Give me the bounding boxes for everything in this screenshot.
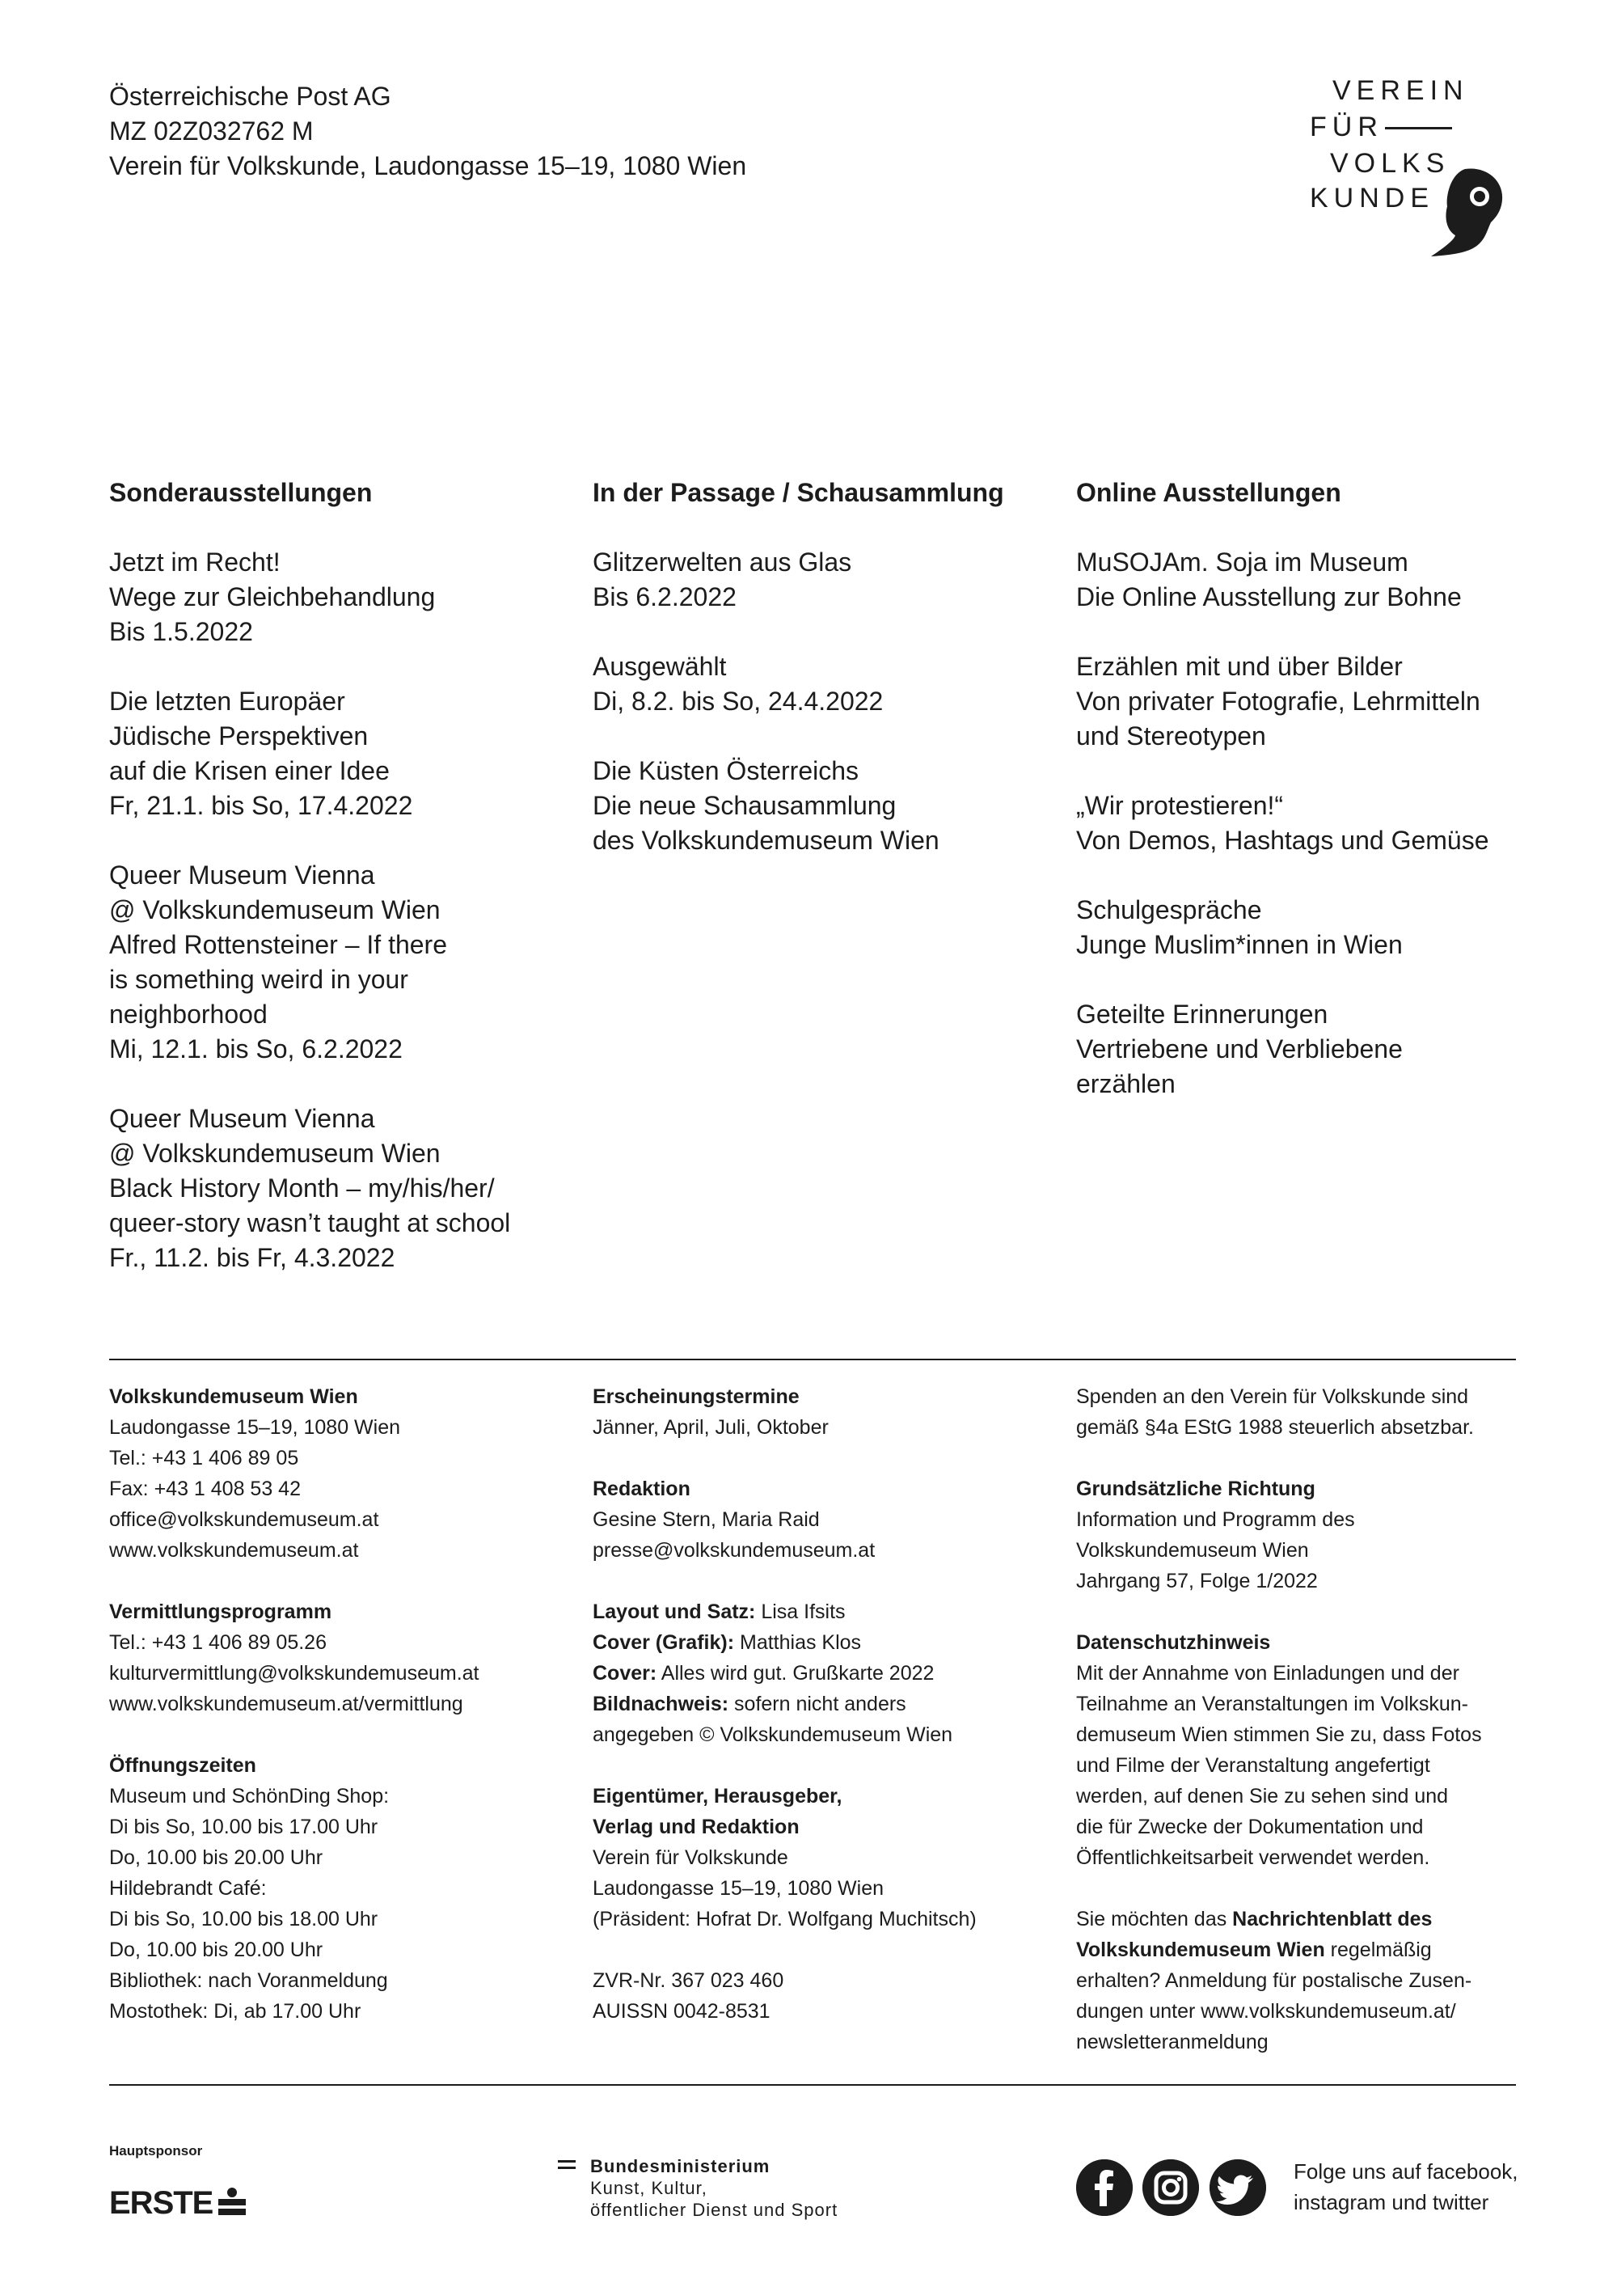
column-heading: Sonderausstellungen bbox=[109, 478, 373, 507]
exhibition-entry bbox=[1076, 649, 1529, 754]
entry-line: Glitzerwelten aus Glas bbox=[593, 548, 852, 577]
info-title: Erscheinungstermine bbox=[593, 1385, 800, 1408]
exhibition-entry bbox=[109, 1101, 562, 1275]
info-line: Di bis So, 10.00 bis 18.00 Uhr bbox=[109, 1908, 378, 1930]
info-bold: Nachrichtenblatt des bbox=[1232, 1908, 1433, 1930]
info-line: gemäß §4a EStG 1988 steuerlich absetzbar. bbox=[1076, 1416, 1474, 1439]
website-link[interactable]: www.volkskundemuseum.at bbox=[109, 1539, 359, 1562]
entry-line: Bis 6.2.2022 bbox=[593, 582, 737, 611]
ministry-line: Kunst, Kultur, bbox=[590, 2178, 707, 2198]
twitter-icon[interactable] bbox=[1210, 2159, 1266, 2216]
email-link[interactable]: presse@volkskundemuseum.at bbox=[593, 1539, 876, 1562]
logo-dash bbox=[1385, 127, 1452, 129]
entry-line: is something weird in your bbox=[109, 965, 408, 994]
entry-line: @ Volkskundemuseum Wien bbox=[109, 895, 441, 924]
entry-line: Queer Museum Vienna bbox=[109, 860, 375, 890]
entry-line: „Wir protestieren!“ bbox=[1076, 791, 1284, 820]
info-line: Verein für Volkskunde bbox=[593, 1846, 788, 1869]
entry-line: Jetzt im Recht! bbox=[109, 548, 281, 577]
passage-column bbox=[593, 476, 1045, 893]
info-group bbox=[1076, 1381, 1529, 1443]
exhibition-entry bbox=[109, 545, 562, 649]
entry-line: Die neue Schausammlung bbox=[593, 791, 897, 820]
info-group bbox=[593, 1965, 1045, 2027]
info-group bbox=[109, 1750, 562, 2027]
info-line: Volkskundemuseum Wien bbox=[1076, 1539, 1309, 1562]
exhibition-entry bbox=[593, 545, 1045, 615]
entry-line: Von Demos, Hashtags und Gemüse bbox=[1076, 826, 1489, 855]
head-silhouette-icon bbox=[1423, 166, 1512, 259]
info-value: Matthias Klos bbox=[740, 1631, 862, 1654]
sender-address bbox=[109, 79, 746, 184]
info-group bbox=[593, 1596, 1045, 1750]
info-value: sofern nicht anders bbox=[734, 1693, 906, 1715]
logo-line: VOLKS bbox=[1330, 148, 1450, 179]
info-line: Öffentlichkeitsarbeit verwendet werden. bbox=[1076, 1846, 1430, 1869]
info-line: angegeben © Volkskundemuseum Wien bbox=[593, 1723, 953, 1746]
follow-line: Folge uns auf facebook, bbox=[1294, 2159, 1518, 2184]
info-line: Fax: +43 1 408 53 42 bbox=[109, 1478, 301, 1500]
info-line: (Präsident: Hofrat Dr. Wolfgang Muchitsch) bbox=[593, 1908, 977, 1930]
exhibition-entry bbox=[1076, 545, 1529, 615]
info-group bbox=[1076, 1627, 1529, 1873]
entry-line: auf die Krisen einer Idee bbox=[109, 756, 390, 785]
ministry-name: Bundesministerium bbox=[590, 2156, 771, 2176]
newsletter-group bbox=[1076, 1904, 1529, 2057]
info-group bbox=[593, 1474, 1045, 1566]
address-line: MZ 02Z032762 M bbox=[109, 116, 314, 146]
info-line: Teilnahme an Veranstaltungen im Volkskun- bbox=[1076, 1693, 1469, 1715]
entry-line: und Stereotypen bbox=[1076, 721, 1266, 751]
entry-line: Ausgewählt bbox=[593, 652, 727, 681]
info-title: Volkskundemuseum Wien bbox=[109, 1385, 358, 1408]
entry-line: Fr, 21.1. bis So, 17.4.2022 bbox=[109, 791, 413, 820]
entry-line: MuSOJAm. Soja im Museum bbox=[1076, 548, 1408, 577]
info-line: Do, 10.00 bis 20.00 Uhr bbox=[109, 1846, 323, 1869]
ministry-line: öffentlicher Dienst und Sport bbox=[590, 2200, 838, 2220]
entry-line: Geteilte Erinnerungen bbox=[1076, 1000, 1328, 1029]
email-link[interactable]: kulturvermittlung@volkskundemuseum.at bbox=[109, 1662, 479, 1685]
info-group bbox=[1076, 1474, 1529, 1596]
info-line: Jahrgang 57, Folge 1/2022 bbox=[1076, 1570, 1318, 1592]
newsletter-link[interactable]: newsletteranmeldung bbox=[1076, 2031, 1269, 2053]
info-title: Redaktion bbox=[593, 1478, 690, 1500]
entry-line: neighborhood bbox=[109, 1000, 268, 1029]
info-line: demuseum Wien stimmen Sie zu, dass Fotos bbox=[1076, 1723, 1482, 1746]
info-line: Di bis So, 10.00 bis 17.00 Uhr bbox=[109, 1816, 378, 1838]
entry-line: Junge Muslim*innen in Wien bbox=[1076, 930, 1403, 959]
info-text: regelmäßig bbox=[1324, 1939, 1432, 1961]
logo-line: VEREIN bbox=[1332, 75, 1469, 106]
info-label: Bildnachweis: bbox=[593, 1693, 729, 1715]
entry-line: Black History Month – my/his/her/ bbox=[109, 1173, 495, 1203]
divider bbox=[109, 2084, 1516, 2086]
sponsor-label: Hauptsponsor bbox=[109, 2143, 203, 2159]
info-label: Cover: bbox=[593, 1662, 657, 1685]
ministry-logo bbox=[558, 2155, 838, 2221]
entry-line: Queer Museum Vienna bbox=[109, 1104, 375, 1133]
verein-logo bbox=[1302, 73, 1520, 259]
info-text: Sie möchten das bbox=[1076, 1908, 1233, 1930]
entry-line: Di, 8.2. bis So, 24.4.2022 bbox=[593, 687, 884, 716]
online-column bbox=[1076, 476, 1529, 1136]
instagram-icon[interactable] bbox=[1142, 2159, 1199, 2216]
divider bbox=[109, 1359, 1516, 1360]
entry-line: Erzählen mit und über Bilder bbox=[1076, 652, 1403, 681]
info-bold: Volkskundemuseum Wien bbox=[1076, 1939, 1325, 1961]
entry-line: Schulgespräche bbox=[1076, 895, 1262, 924]
entry-line: Jüdische Perspektiven bbox=[109, 721, 369, 751]
info-group bbox=[593, 1381, 1045, 1443]
info-line: Gesine Stern, Maria Raid bbox=[593, 1508, 820, 1531]
info-group bbox=[109, 1381, 562, 1566]
exhibition-entry bbox=[593, 754, 1045, 858]
info-line: Laudongasse 15–19, 1080 Wien bbox=[109, 1416, 401, 1439]
publication-info-column bbox=[593, 1381, 1045, 2057]
entry-line: Mi, 12.1. bis So, 6.2.2022 bbox=[109, 1034, 403, 1063]
info-label: Layout und Satz: bbox=[593, 1600, 756, 1623]
follow-us-text bbox=[1294, 2156, 1518, 2218]
info-value: Lisa Ifsits bbox=[761, 1600, 846, 1623]
exhibition-entry bbox=[593, 649, 1045, 719]
info-line: und Filme der Veranstaltung angefertigt bbox=[1076, 1754, 1430, 1777]
entry-line: Vertriebene und Verbliebene bbox=[1076, 1034, 1403, 1063]
sonderausstellungen-column bbox=[109, 476, 562, 1310]
logo-line: FÜR bbox=[1310, 112, 1383, 142]
info-line: Laudongasse 15–19, 1080 Wien bbox=[593, 1877, 884, 1900]
info-group bbox=[593, 1781, 1045, 1934]
address-line: Österreichische Post AG bbox=[109, 82, 391, 111]
info-title: Eigentümer, Herausgeber, bbox=[593, 1785, 842, 1808]
info-line: Spenden an den Verein für Volkskunde sind bbox=[1076, 1385, 1469, 1408]
entry-line: @ Volkskundemuseum Wien bbox=[109, 1139, 441, 1168]
logo-line: KUNDE bbox=[1310, 183, 1435, 214]
info-line: werden, auf denen Sie zu sehen sind und bbox=[1076, 1785, 1449, 1808]
entry-line: queer-story wasn’t taught at school bbox=[109, 1208, 511, 1237]
exhibition-entry bbox=[1076, 789, 1529, 858]
column-heading: Online Ausstellungen bbox=[1076, 478, 1341, 507]
column-heading: In der Passage / Schausammlung bbox=[593, 478, 1004, 507]
info-title: Verlag und Redaktion bbox=[593, 1816, 800, 1838]
info-line: AUISSN 0042-8531 bbox=[593, 2000, 771, 2023]
newsletter-link[interactable]: dungen unter www.volkskundemuseum.at/ bbox=[1076, 2000, 1456, 2023]
erste-logo: ERSTE bbox=[109, 2185, 213, 2221]
info-title: Grundsätzliche Richtung bbox=[1076, 1478, 1315, 1500]
entry-line: Die Online Ausstellung zur Bohne bbox=[1076, 582, 1462, 611]
info-line: Hildebrandt Café: bbox=[109, 1877, 267, 1900]
info-title: Vermittlungsprogramm bbox=[109, 1600, 332, 1623]
info-line: Tel.: +43 1 406 89 05.26 bbox=[109, 1631, 327, 1654]
museum-info-column bbox=[109, 1381, 562, 2057]
info-line: ZVR-Nr. 367 023 460 bbox=[593, 1969, 784, 1992]
entry-line: erzählen bbox=[1076, 1069, 1176, 1098]
info-line: Tel.: +43 1 406 89 05 bbox=[109, 1447, 299, 1469]
exhibition-entry bbox=[109, 684, 562, 823]
email-link[interactable]: office@volkskundemuseum.at bbox=[109, 1508, 379, 1531]
address-line: Verein für Volkskunde, Laudongasse 15–19, 1080 Wien bbox=[109, 151, 747, 180]
facebook-icon[interactable] bbox=[1076, 2159, 1133, 2216]
info-line: Do, 10.00 bis 20.00 Uhr bbox=[109, 1939, 323, 1961]
info-line: Mit der Annahme von Einladungen und der bbox=[1076, 1662, 1459, 1685]
info-line: Museum und SchönDing Shop: bbox=[109, 1785, 390, 1808]
info-label: Cover (Grafik): bbox=[593, 1631, 735, 1654]
entry-line: Die Küsten Österreichs bbox=[593, 756, 859, 785]
info-line: Bibliothek: nach Voranmeldung bbox=[109, 1969, 388, 1992]
info-line: Jänner, April, Juli, Oktober bbox=[593, 1416, 829, 1439]
info-line: Mostothek: Di, ab 17.00 Uhr bbox=[109, 2000, 361, 2023]
info-line: erhalten? Anmeldung für postalische Zusen- bbox=[1076, 1969, 1472, 1992]
info-line: Information und Programm des bbox=[1076, 1508, 1355, 1531]
info-title: Öffnungszeiten bbox=[109, 1754, 256, 1777]
entry-line: Von privater Fotografie, Lehrmitteln bbox=[1076, 687, 1480, 716]
legal-info-column bbox=[1076, 1381, 1529, 2088]
website-link[interactable]: www.volkskundemuseum.at/vermittlung bbox=[109, 1693, 463, 1715]
entry-line: Bis 1.5.2022 bbox=[109, 617, 253, 646]
exhibition-entry bbox=[109, 858, 562, 1067]
info-group bbox=[109, 1596, 562, 1719]
exhibition-entry bbox=[1076, 893, 1529, 962]
erste-s-icon bbox=[217, 2187, 247, 2218]
info-line: die für Zwecke der Dokumentation und bbox=[1076, 1816, 1424, 1838]
info-title: Datenschutzhinweis bbox=[1076, 1631, 1271, 1654]
austria-flag-icon bbox=[558, 2160, 576, 2170]
entry-line: Wege zur Gleichbehandlung bbox=[109, 582, 436, 611]
exhibition-entry bbox=[1076, 997, 1529, 1101]
entry-line: Alfred Rottensteiner – If there bbox=[109, 930, 447, 959]
entry-line: Fr., 11.2. bis Fr, 4.3.2022 bbox=[109, 1243, 395, 1272]
follow-line: instagram und twitter bbox=[1294, 2190, 1489, 2214]
entry-line: des Volkskundemuseum Wien bbox=[593, 826, 939, 855]
entry-line: Die letzten Europäer bbox=[109, 687, 345, 716]
info-value: Alles wird gut. Grußkarte 2022 bbox=[661, 1662, 935, 1685]
